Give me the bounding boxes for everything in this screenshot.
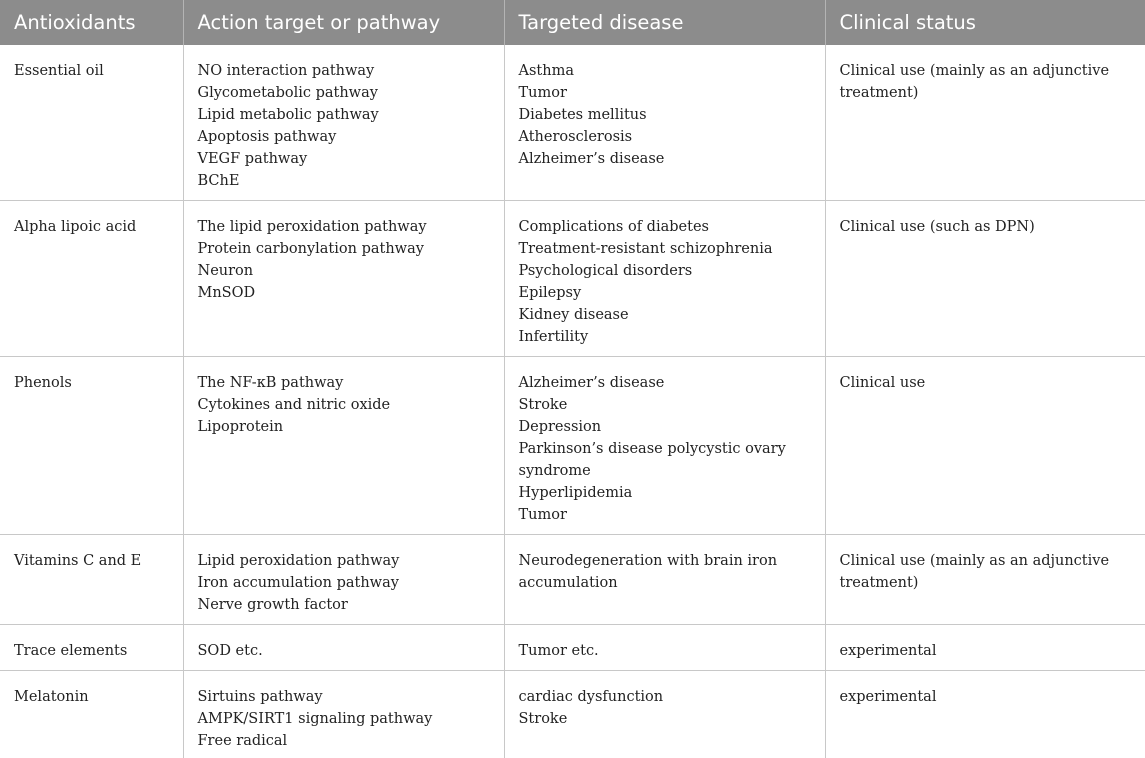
- disease-item: Psychological disorders: [518, 263, 693, 279]
- targets-cell: [183, 625, 504, 671]
- clinical-status: experimental: [839, 689, 937, 705]
- targets-cell: [183, 357, 504, 535]
- target-item: SOD etc.: [197, 643, 263, 659]
- targets-cell: [183, 201, 504, 357]
- clinical-status: experimental: [839, 643, 937, 659]
- table-row: [0, 201, 1145, 357]
- diseases-cell: [504, 357, 825, 535]
- target-item: Cytokines and nitric oxide: [197, 397, 391, 413]
- diseases-cell: [504, 45, 825, 201]
- header-targeted-disease: Targeted disease: [504, 0, 825, 45]
- disease-item: Tumor: [518, 507, 567, 523]
- disease-item: Diabetes mellitus: [518, 107, 647, 123]
- disease-item: cardiac dysfunction: [518, 689, 664, 705]
- status-cell: [825, 625, 1145, 671]
- table-row: [0, 535, 1145, 625]
- disease-item: Tumor etc.: [518, 643, 599, 659]
- disease-item: Epilepsy: [518, 285, 582, 301]
- disease-item: Alzheimer’s disease: [518, 375, 665, 391]
- target-item: Iron accumulation pathway: [197, 575, 399, 591]
- antioxidant-name: Vitamins C and E: [14, 553, 142, 569]
- antioxidant-name: Essential oil: [14, 63, 104, 79]
- clinical-status: Clinical use (such as DPN): [839, 219, 1035, 235]
- target-item: NO interaction pathway: [197, 63, 375, 79]
- disease-item: Parkinson’s disease polycystic ovary syndrome: [518, 441, 786, 479]
- antioxidant-cell: [0, 45, 183, 201]
- disease-item: Depression: [518, 419, 602, 435]
- header-row: [0, 0, 1145, 45]
- status-cell: [825, 357, 1145, 535]
- table-row: [0, 357, 1145, 535]
- disease-item: Asthma: [518, 63, 574, 79]
- disease-item: Neurodegeneration with brain iron accumulation: [518, 553, 778, 591]
- target-item: Glycometabolic pathway: [197, 85, 378, 101]
- table-header: [0, 0, 1145, 45]
- disease-item: Stroke: [518, 397, 568, 413]
- table-row: [0, 45, 1145, 201]
- diseases-cell: [504, 671, 825, 758]
- disease-item: Tumor: [518, 85, 567, 101]
- clinical-status: Clinical use (mainly as an adjunctive treatment): [839, 553, 1110, 591]
- status-cell: [825, 671, 1145, 758]
- target-item: Nerve growth factor: [197, 597, 348, 613]
- targets-cell: [183, 45, 504, 201]
- target-item: Lipid peroxidation pathway: [197, 553, 400, 569]
- disease-item: Infertility: [518, 329, 589, 345]
- diseases-cell: [504, 201, 825, 357]
- antioxidant-cell: [0, 201, 183, 357]
- disease-item: Complications of diabetes: [518, 219, 709, 235]
- status-cell: [825, 201, 1145, 357]
- target-item: The NF-κB pathway: [197, 375, 344, 391]
- antioxidant-name: Melatonin: [14, 689, 89, 705]
- target-item: Sirtuins pathway: [197, 689, 323, 705]
- antioxidant-name: Trace elements: [14, 643, 128, 659]
- antioxidant-cell: [0, 625, 183, 671]
- diseases-cell: [504, 535, 825, 625]
- target-item: Neuron: [197, 263, 254, 279]
- targets-cell: [183, 671, 504, 758]
- disease-item: Alzheimer’s disease: [518, 151, 665, 167]
- target-item: Lipoprotein: [197, 419, 284, 435]
- disease-item: Hyperlipidemia: [518, 485, 633, 501]
- table-row: [0, 671, 1145, 758]
- diseases-cell: [504, 625, 825, 671]
- header-action-target: Action target or pathway: [183, 0, 504, 45]
- target-item: MnSOD: [197, 285, 256, 301]
- disease-item: Stroke: [518, 711, 568, 727]
- disease-item: Atherosclerosis: [518, 129, 633, 145]
- disease-item: Kidney disease: [518, 307, 629, 323]
- status-cell: [825, 535, 1145, 625]
- clinical-status: Clinical use: [839, 375, 926, 391]
- antioxidant-name: Phenols: [14, 375, 72, 391]
- disease-item: Treatment-resistant schizophrenia: [518, 241, 773, 257]
- antioxidant-cell: [0, 671, 183, 758]
- target-item: Apoptosis pathway: [197, 129, 337, 145]
- header-clinical-status: Clinical status: [825, 0, 1145, 45]
- clinical-status: Clinical use (mainly as an adjunctive treatment): [839, 63, 1110, 101]
- target-item: AMPK/SIRT1 signaling pathway: [197, 711, 433, 727]
- target-item: Protein carbonylation pathway: [197, 241, 424, 257]
- status-cell: [825, 45, 1145, 201]
- table-row: [0, 625, 1145, 671]
- antioxidant-cell: [0, 357, 183, 535]
- target-item: The lipid peroxidation pathway: [197, 219, 427, 235]
- targets-cell: [183, 535, 504, 625]
- antioxidant-cell: [0, 535, 183, 625]
- target-item: VEGF pathway: [197, 151, 308, 167]
- header-antioxidants: Antioxidants: [0, 0, 183, 45]
- target-item: Lipid metabolic pathway: [197, 107, 379, 123]
- target-item: Free radical: [197, 733, 288, 749]
- table-body: [0, 45, 1145, 758]
- target-item: BChE: [197, 173, 240, 189]
- antioxidant-name: Alpha lipoic acid: [14, 219, 137, 235]
